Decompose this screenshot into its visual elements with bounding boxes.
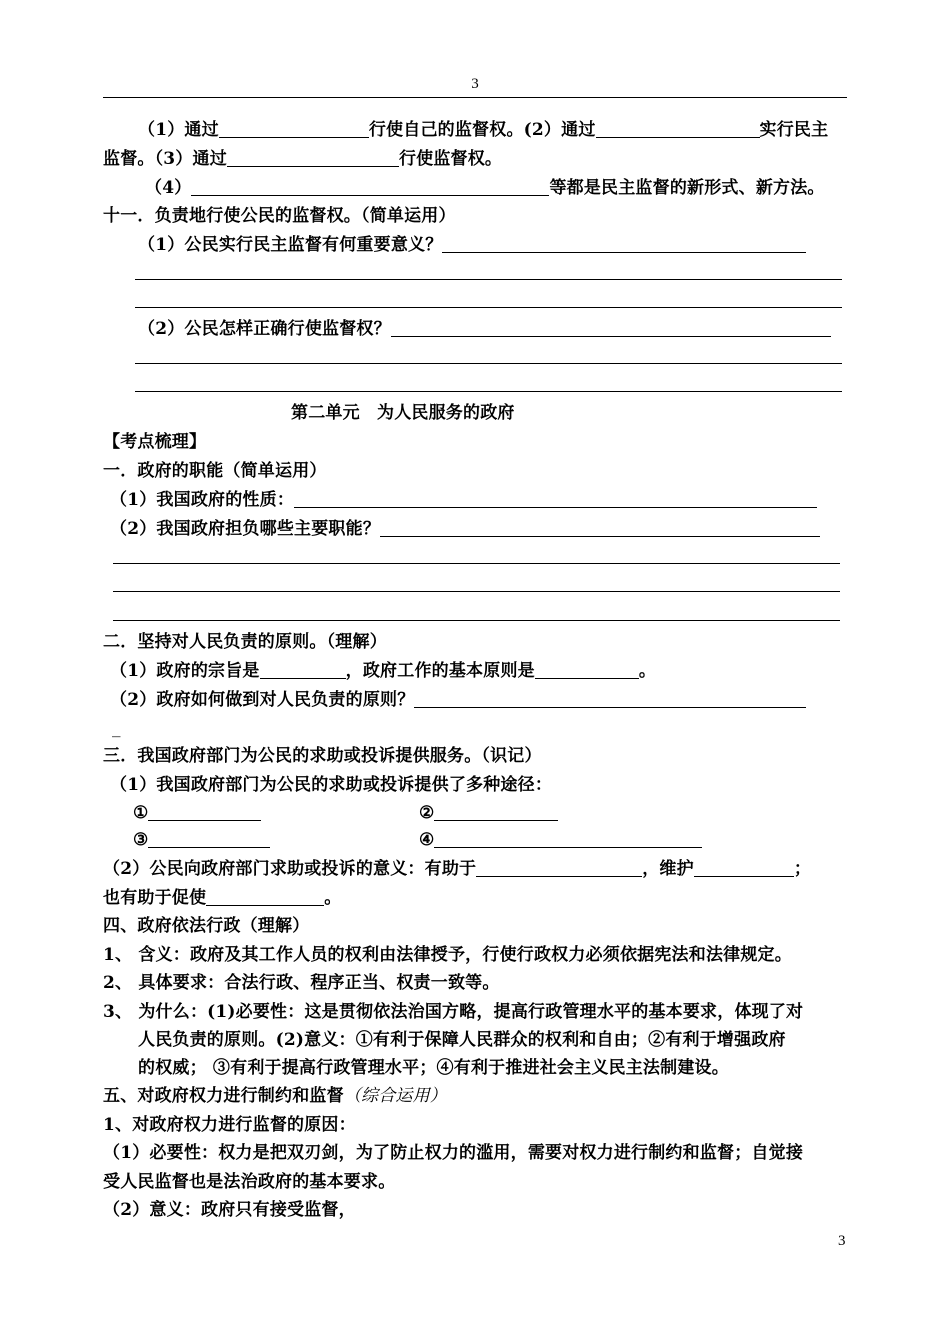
text: （1）我国政府的性质：	[110, 490, 295, 510]
way-3	[133, 829, 270, 851]
s5-p1: 1、对政府权力进行监督的原因：	[103, 1115, 356, 1135]
sec10-line-3	[145, 177, 825, 199]
s4-p2: 2、 具体要求：合法行政、程序正当、权责一致等。	[103, 973, 500, 993]
fill-blank[interactable]	[206, 888, 324, 906]
s4-p3c: 的权威； ③有利于提高行政管理水平；④有利于推进社会主义民主法制建设。	[138, 1058, 729, 1078]
answer-line[interactable]	[135, 391, 842, 392]
text: 监督。（3）通过	[103, 149, 227, 169]
text: 行使监督权。	[398, 149, 503, 169]
answer-line[interactable]	[113, 620, 840, 621]
text: 五、对政府权力进行制约和监督	[103, 1086, 344, 1106]
text: （2）我国政府担负哪些主要职能？	[110, 519, 381, 539]
text: （1）通过	[138, 120, 219, 140]
header-rule	[103, 97, 847, 98]
text: （1）公民实行民主监督有何重要意义？	[138, 235, 443, 255]
fill-blank[interactable]	[694, 859, 794, 877]
answer-line[interactable]	[442, 235, 806, 253]
sec10-line-2	[103, 148, 502, 170]
s5-p3: （2）意义：政府只有接受监督，	[103, 1200, 356, 1220]
s1-q1	[110, 489, 817, 511]
text: ①	[133, 803, 149, 823]
s3-q1: （1）我国政府部门为公民的求助或投诉提供了多种途径：	[110, 775, 553, 795]
s5-p2b: 受人民监督也是法治政府的基本要求。	[103, 1172, 396, 1192]
text: （4）	[145, 178, 192, 198]
fill-blank[interactable]	[148, 830, 270, 848]
text: ③	[133, 830, 149, 850]
s3-q2	[103, 858, 811, 880]
text: ；	[793, 859, 812, 879]
text: ④	[419, 830, 435, 850]
way-4	[419, 829, 702, 851]
header-page-number: 3	[471, 76, 479, 92]
answer-line[interactable]	[380, 519, 820, 537]
s1-q2	[110, 518, 820, 540]
unit-title: 第二单元 为人民服务的政府	[291, 403, 515, 423]
fill-blank[interactable]	[535, 661, 639, 679]
answer-line[interactable]	[294, 490, 817, 508]
answer-line[interactable]	[135, 363, 842, 364]
s2-q2	[110, 689, 806, 711]
text: 等都是民主监督的新形式、新方法。	[549, 178, 825, 198]
section-5-title	[103, 1085, 447, 1107]
answer-line[interactable]	[135, 307, 842, 308]
answer-line[interactable]	[113, 591, 840, 592]
section-1-title: 一．政府的职能（简单运用）	[103, 461, 327, 481]
text: （2）政府如何做到对人民负责的原则？	[110, 690, 415, 710]
sec11-q2	[138, 318, 831, 340]
text: 。	[638, 661, 657, 681]
section-2-title: 二．坚持对人民负责的原则。（理解）	[103, 632, 387, 652]
text: ②	[419, 803, 435, 823]
fill-blank[interactable]	[227, 149, 399, 167]
fill-blank[interactable]	[476, 859, 642, 877]
stray-mark: _	[112, 718, 121, 738]
s4-p3b: 人民负责的原则。(2)意义：①有利于保障人民群众的权利和自由；②有利于增强政府	[138, 1030, 786, 1050]
text: 行使自己的监督权。(2）通过	[368, 120, 596, 140]
text: （综合运用）	[343, 1086, 448, 1106]
text: 。	[324, 888, 342, 908]
answer-line[interactable]	[391, 319, 831, 337]
section-3-title: 三．我国政府部门为公民的求助或投诉提供服务。（识记）	[103, 746, 542, 766]
text: （2）公民向政府部门求助或投诉的意义：有助于	[103, 859, 477, 879]
footer-page-number: 3	[838, 1233, 846, 1249]
fill-blank[interactable]	[219, 120, 369, 138]
s4-p3a: 3、 为什么：(1)必要性：这是贯彻依法治国方略，提高行政管理水平的基本要求，体现了对	[103, 1002, 804, 1022]
sec10-line-1	[138, 119, 828, 141]
section-4-title: 四、政府依法行政（理解）	[103, 916, 310, 936]
answer-line[interactable]	[113, 563, 840, 564]
outline-heading: 【考点梳理】	[103, 432, 207, 452]
text: （2）公民怎样正确行使监督权？	[138, 319, 391, 339]
text: 也有助于促使	[103, 888, 207, 908]
answer-line[interactable]	[414, 690, 806, 708]
s3-q2-cont	[103, 887, 341, 909]
s5-p2a: （1）必要性：权力是把双刃剑，为了防止权力的滥用，需要对权力进行制约和监督；自觉接	[103, 1143, 804, 1163]
way-2	[419, 802, 558, 824]
sec11-q1	[138, 234, 806, 256]
text: ，维护	[642, 859, 694, 879]
s2-q1	[110, 660, 656, 682]
fill-blank[interactable]	[191, 178, 549, 196]
answer-line[interactable]	[135, 279, 842, 280]
fill-blank[interactable]	[596, 120, 760, 138]
way-1	[133, 802, 261, 824]
fill-blank[interactable]	[434, 830, 702, 848]
fill-blank[interactable]	[260, 661, 346, 679]
s4-p1: 1、 含义：政府及其工作人员的权利由法律授予，行使行政权力必须依据宪法和法律规定。	[103, 945, 792, 965]
fill-blank[interactable]	[148, 803, 261, 821]
text: 实行民主	[759, 120, 829, 140]
section-11-title: 十一．负责地行使公民的监督权。（简单运用）	[103, 206, 456, 226]
text: ，政府工作的基本原则是	[345, 661, 535, 681]
fill-blank[interactable]	[434, 803, 558, 821]
text: （1）政府的宗旨是	[110, 661, 260, 681]
